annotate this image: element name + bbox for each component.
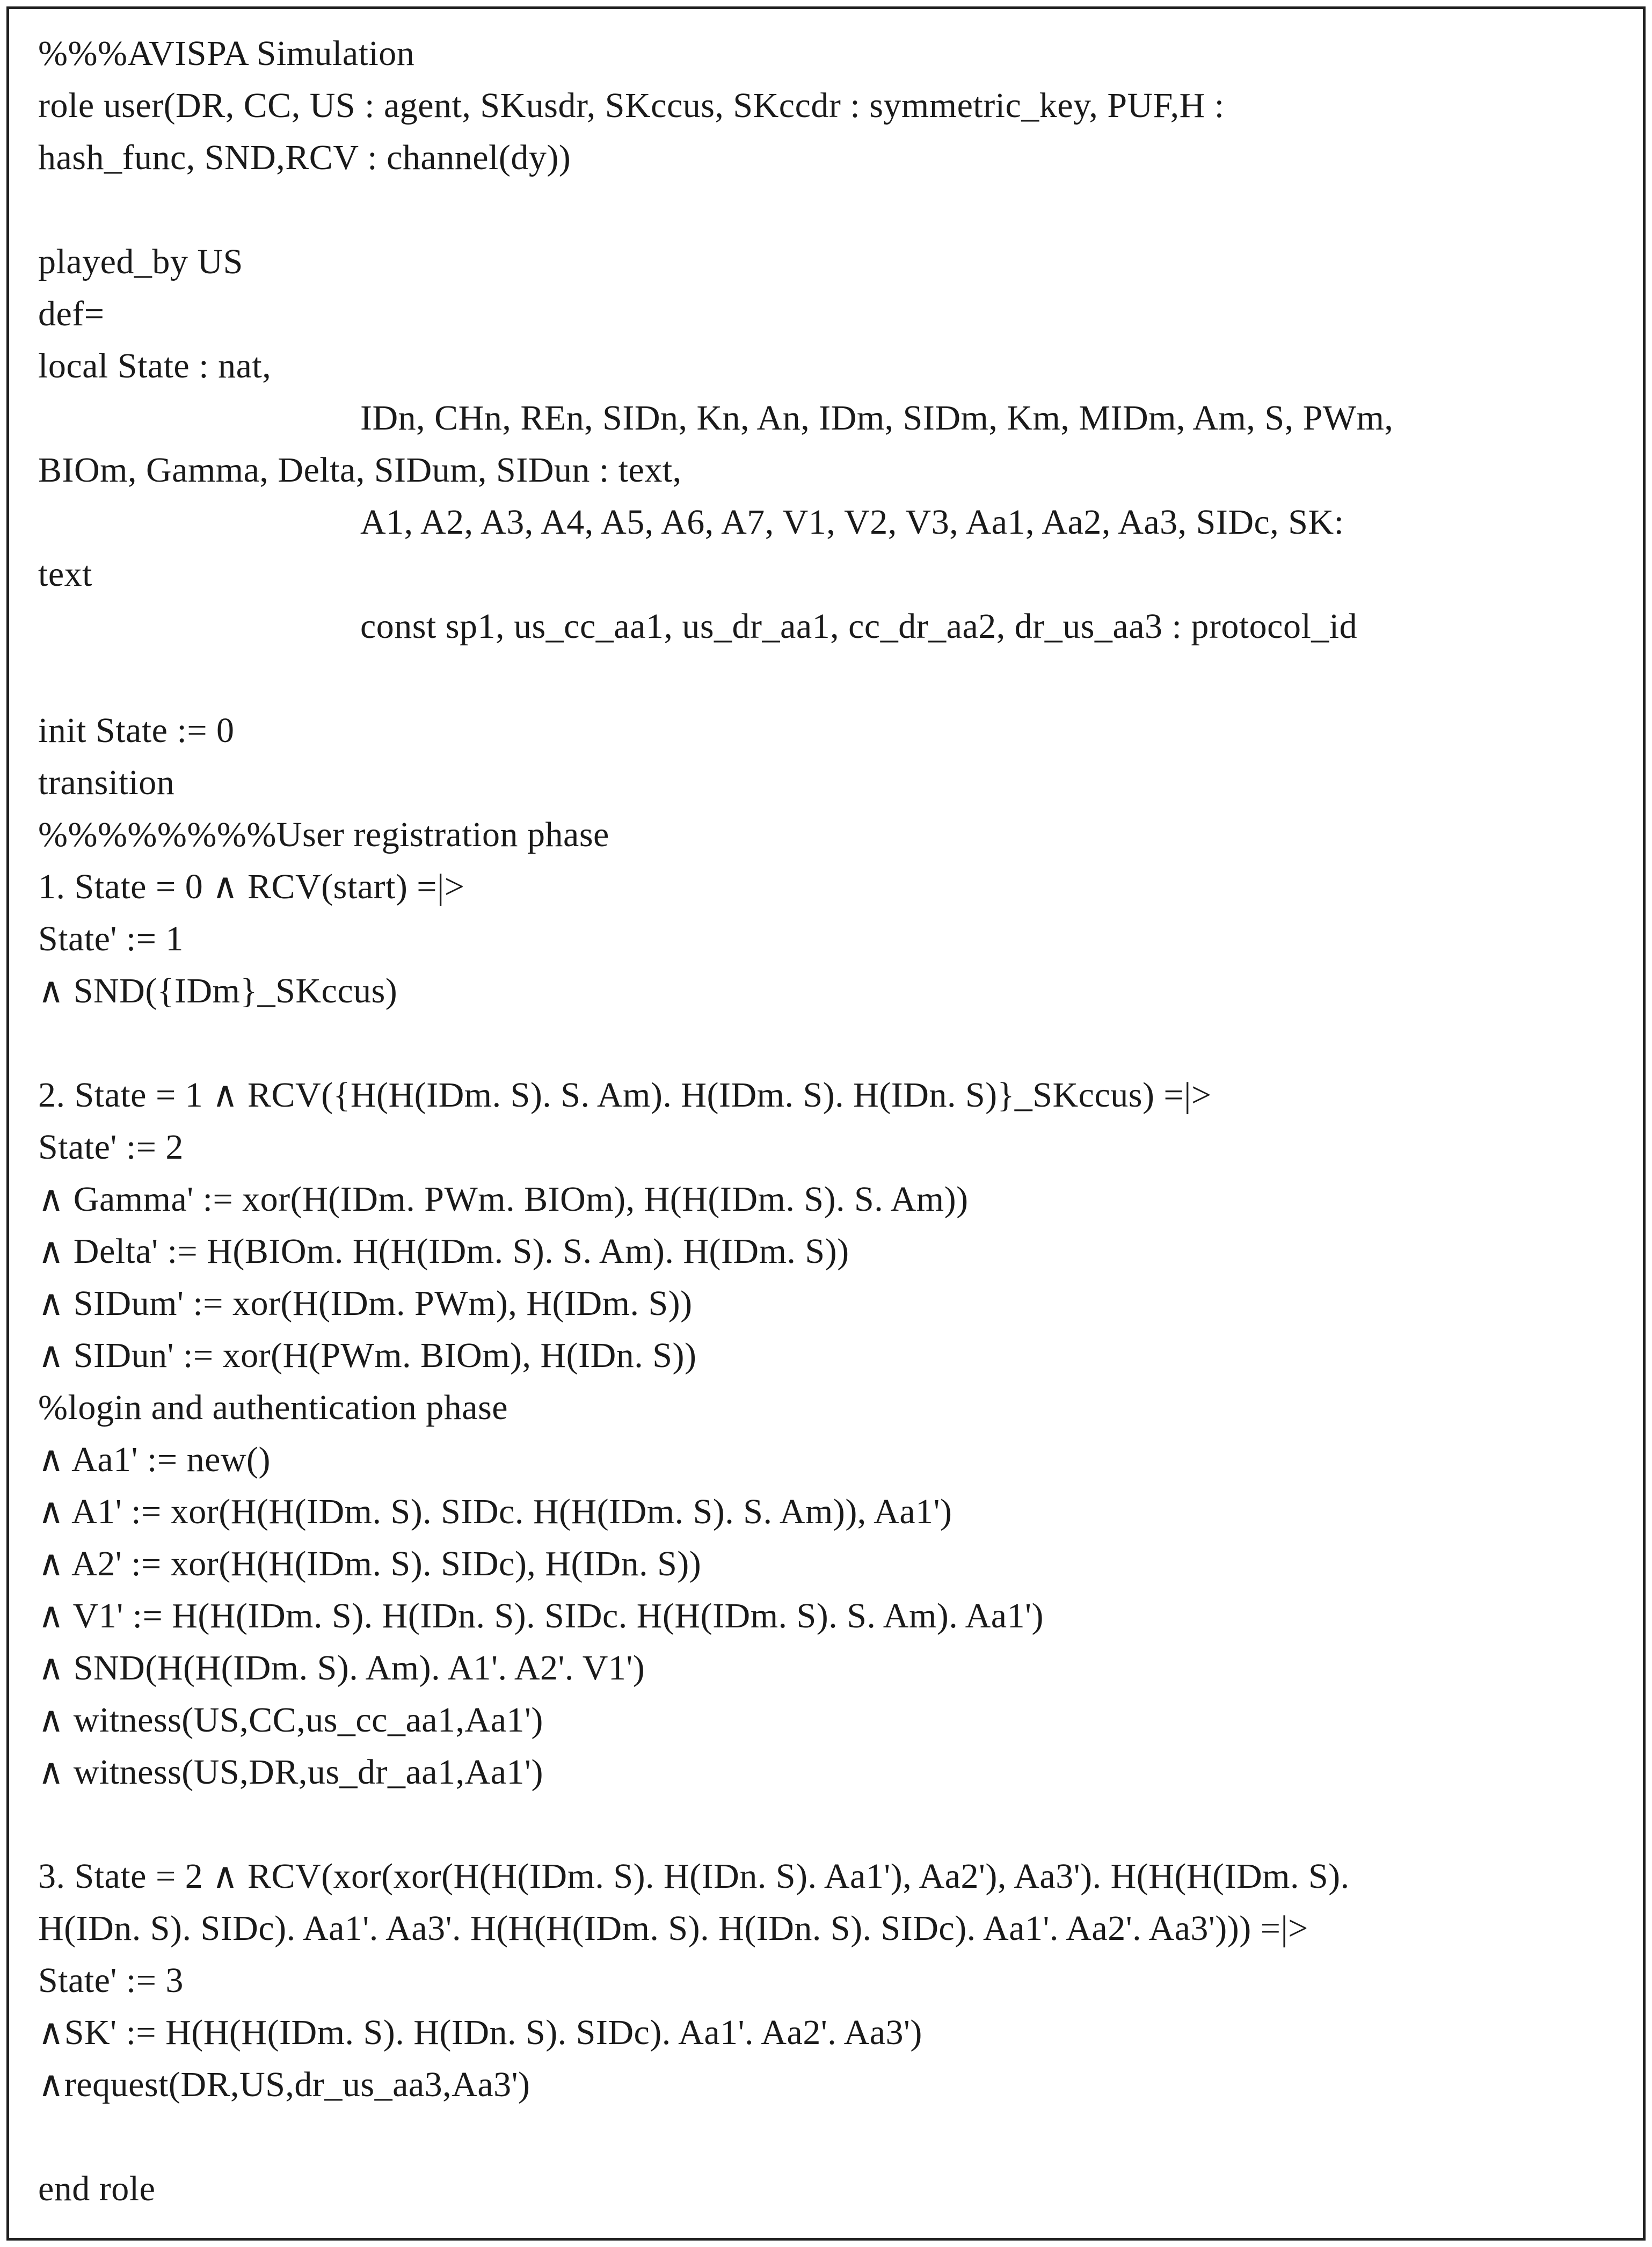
code-line: init State := 0	[38, 711, 235, 750]
code-line: ∧ witness(US,DR,us_dr_aa1,Aa1')	[38, 1752, 543, 1792]
code-line: ∧ SIDum' := xor(H(IDm. PWm), H(IDm. S))	[38, 1284, 693, 1323]
code-line: ∧SK' := H(H(H(IDm. S). H(IDn. S). SIDc). Aa1'. Aa2'. Aa3')	[38, 2013, 922, 2052]
code-line: ∧request(DR,US,dr_us_aa3,Aa3')	[38, 2065, 530, 2104]
code-line: const sp1, us_cc_aa1, us_dr_aa1, cc_dr_aa2, dr_us_aa3 : protocol_id	[360, 607, 1358, 646]
code-line-comment: %%%%%%%%User registration phase	[38, 815, 609, 854]
blank-line	[38, 1017, 1627, 1069]
code-line: played_by US	[38, 242, 243, 281]
code-line: H(IDn. S). SIDc). Aa1'. Aa3'. H(H(H(IDm. S). H(IDn. S). SIDc). Aa1'. Aa2'. Aa3'))) =|>	[38, 1909, 1308, 1948]
code-line-title: %%%AVISPA Simulation	[38, 34, 415, 73]
code-line: ∧ A2' := xor(H(H(IDm. S). SIDc), H(IDn. S))	[38, 1544, 702, 1583]
code-line: ∧ Gamma' := xor(H(IDm. PWm. BIOm), H(H(IDm. S). S. Am))	[38, 1180, 969, 1219]
code-line: role user(DR, CC, US : agent, SKusdr, SKccus, SKccdr : symmetric_key, PUF,H :	[38, 86, 1225, 125]
code-line: IDn, CHn, REn, SIDn, Kn, An, IDm, SIDm, Km, MIDm, Am, S, PWm,	[360, 398, 1394, 438]
code-line: ∧ Aa1' := new()	[38, 1440, 271, 1479]
code-line: 2. State = 1 ∧ RCV({H(H(IDm. S). S. Am). H(IDm. S). H(IDn. S)}_SKccus) =|>	[38, 1075, 1212, 1115]
code-line: transition	[38, 763, 175, 802]
code-line: hash_func, SND,RCV : channel(dy))	[38, 138, 571, 177]
blank-line	[38, 1798, 1627, 1850]
code-line: 3. State = 2 ∧ RCV(xor(xor(H(H(IDm. S). H(IDn. S). Aa1'), Aa2'), Aa3'). H(H(H(IDm. S).	[38, 1857, 1350, 1896]
code-line: ∧ A1' := xor(H(H(IDm. S). SIDc. H(H(IDm. S). S. Am)), Aa1')	[38, 1492, 952, 1531]
code-line: State' := 2	[38, 1128, 184, 1167]
code-line: text	[38, 555, 92, 594]
blank-line	[38, 652, 1627, 704]
code-line: ∧ witness(US,CC,us_cc_aa1,Aa1')	[38, 1700, 543, 1740]
code-line: BIOm, Gamma, Delta, SIDum, SIDun : text,	[38, 450, 682, 490]
code-line: State' := 1	[38, 919, 184, 958]
code-line: ∧ SND({IDm}_SKccus)	[38, 971, 398, 1010]
figure-frame	[6, 6, 1646, 2241]
code-line-comment: %login and authentication phase	[38, 1388, 508, 1427]
code-listing	[38, 27, 1627, 2215]
code-line: ∧ Delta' := H(BIOm. H(H(IDm. S). S. Am). H(IDm. S))	[38, 1232, 849, 1271]
code-line: ∧ V1' := H(H(IDm. S). H(IDn. S). SIDc. H(H(IDm. S). S. Am). Aa1')	[38, 1596, 1044, 1635]
code-line: A1, A2, A3, A4, A5, A6, A7, V1, V2, V3, Aa1, Aa2, Aa3, SIDc, SK:	[360, 503, 1344, 542]
code-line: ∧ SIDun' := xor(H(PWm. BIOm), H(IDn. S))	[38, 1336, 697, 1375]
blank-line	[38, 184, 1627, 236]
code-line: ∧ SND(H(H(IDm. S). Am). A1'. A2'. V1')	[38, 1648, 645, 1688]
code-line: State' := 3	[38, 1961, 184, 2000]
code-line: local State : nat,	[38, 346, 272, 386]
blank-line	[38, 2111, 1627, 2163]
code-line: 1. State = 0 ∧ RCV(start) =|>	[38, 867, 465, 906]
code-line: def=	[38, 294, 105, 333]
code-line: end role	[38, 2169, 156, 2208]
